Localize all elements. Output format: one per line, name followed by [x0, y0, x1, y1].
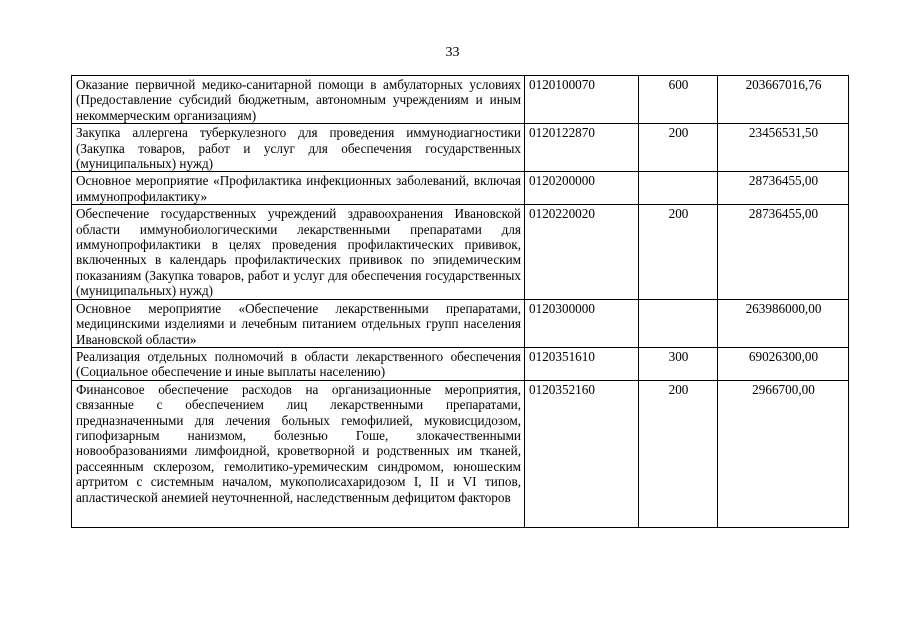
- row-amount: 203667016,76: [718, 76, 849, 124]
- table-row: [72, 347, 849, 380]
- row-amount: 2966700,00: [718, 380, 849, 527]
- row-target-code: 0120351610: [525, 347, 639, 380]
- row-target-code: 0120200000: [525, 172, 639, 205]
- row-amount: 28736455,00: [718, 205, 849, 299]
- row-description: Финансовое обеспечение расходов на организационные мероприятия, связанные с обеспечением лиц лекарственными препаратами, предназначенными для лечения больных гемофилией, муковисцидозом, гипофизарным нанизмом, болезнью Гоше, злокачественными новообразованиями лимфоидной, кроветворной и родственных им тканей, рассеянным склерозом, гемолитико-уремическим синдромом, юношеским артритом с системным началом, мукополисахаридозом I, II и VI типов, апластической анемией неуточненной, наследственным дефицитом факторов: [72, 380, 525, 527]
- row-description: Реализация отдельных полномочий в области лекарственного обеспечения (Социальное обеспечение и иные выплаты населению): [72, 347, 525, 380]
- row-amount: 28736455,00: [718, 172, 849, 205]
- row-description: Основное мероприятие «Обеспечение лекарственными препаратами, медицинскими изделиями и лечебным питанием отдельных групп населения Ивановской области»: [72, 299, 525, 347]
- row-expense-type: [639, 172, 718, 205]
- row-expense-type: [639, 299, 718, 347]
- row-target-code: 0120100070: [525, 76, 639, 124]
- page-number: 33: [445, 45, 460, 60]
- row-target-code: 0120300000: [525, 299, 639, 347]
- budget-table: [71, 75, 849, 528]
- row-expense-type: 600: [639, 76, 718, 124]
- row-amount: 263986000,00: [718, 299, 849, 347]
- row-amount: 23456531,50: [718, 124, 849, 172]
- row-target-code: 0120352160: [525, 380, 639, 527]
- row-amount: 69026300,00: [718, 347, 849, 380]
- row-expense-type: 200: [639, 205, 718, 299]
- table-row: [72, 172, 849, 205]
- row-target-code: 0120220020: [525, 205, 639, 299]
- row-expense-type: 200: [639, 124, 718, 172]
- row-description: Основное мероприятие «Профилактика инфекционных заболеваний, включая иммунопрофилактику»: [72, 172, 525, 205]
- row-description: Оказание первичной медико-санитарной помощи в амбулаторных условиях (Предоставление субсидий бюджетным, автономным учреждениям и иным некоммерческим организациям): [72, 76, 525, 124]
- table-row: [72, 76, 849, 124]
- table-row: [72, 124, 849, 172]
- row-target-code: 0120122870: [525, 124, 639, 172]
- table-row: [72, 380, 849, 527]
- table-row: [72, 299, 849, 347]
- row-description: Обеспечение государственных учреждений здравоохранения Ивановской области иммунобиологическими лекарственными препаратами для иммунопрофилактики в целях проведения профилактических прививок, включенных в календарь профилактических прививок по эпидемическим показаниям (Закупка товаров, работ и услуг для обеспечения государственных (муниципальных) нужд): [72, 205, 525, 299]
- row-expense-type: 200: [639, 380, 718, 527]
- row-description: Закупка аллергена туберкулезного для проведения иммунодиагностики (Закупка товаров, работ и услуг для обеспечения государственных (муниципальных) нужд): [72, 124, 525, 172]
- table-row: [72, 205, 849, 299]
- row-expense-type: 300: [639, 347, 718, 380]
